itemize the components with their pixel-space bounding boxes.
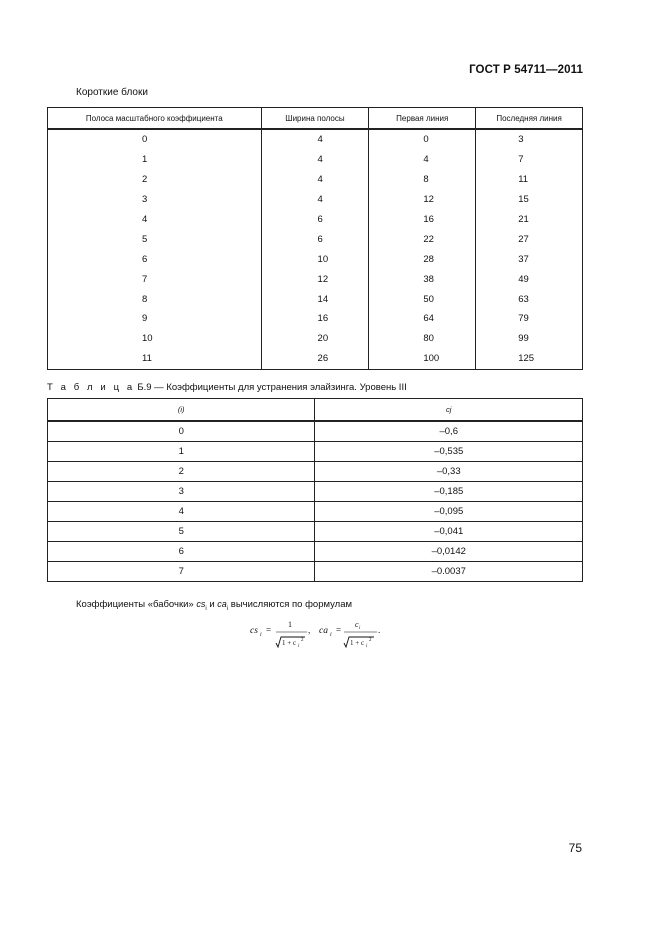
table-cell: 10: [48, 329, 262, 349]
table-cell: 2: [48, 462, 315, 482]
table-row: [48, 289, 583, 309]
svg-text:ca: ca: [319, 626, 328, 636]
standard-code: ГОСТ Р 54711—2011: [469, 64, 583, 76]
table-cell: 3: [48, 190, 262, 210]
table-cell: –0,535: [315, 442, 583, 462]
table-row: [48, 421, 583, 442]
table-row: [48, 190, 583, 210]
table-cell: 7: [48, 562, 315, 582]
table-caption-text: Б.9 — Коэффициенты для устранения элайзинга. Уровень III: [134, 382, 407, 393]
table-cell: 16: [369, 210, 476, 230]
table-cell: –0.0037: [315, 562, 583, 582]
table-row: [48, 442, 583, 462]
table-row: [48, 542, 583, 562]
formula-intro: Коэффициенты «бабочки» $cs_i$ и $ca_i$ вычисляются по формулам: [76, 599, 353, 612]
table-cell: 3: [476, 129, 583, 150]
svg-text:1: 1: [288, 620, 292, 629]
svg-text:=: =: [336, 625, 342, 635]
table-row: [48, 349, 583, 369]
svg-text:i: i: [359, 626, 361, 631]
svg-text:=: =: [266, 625, 272, 635]
table-cell: 100: [369, 349, 476, 369]
table-cell: 7: [476, 150, 583, 170]
table-cell: 28: [369, 249, 476, 269]
table-cell: 38: [369, 269, 476, 289]
table-cell: 14: [261, 289, 369, 309]
table-cell: 1: [48, 442, 315, 462]
svg-text:2: 2: [369, 638, 372, 643]
svg-text:1 + c: 1 + c: [350, 639, 365, 647]
table-cell: 8: [48, 289, 262, 309]
svg-text:.: .: [378, 625, 381, 635]
ca-symbol: ca: [217, 599, 227, 609]
table-row: [48, 462, 583, 482]
table-cell: 4: [48, 210, 262, 230]
table-row: [48, 562, 583, 582]
table-cell: 49: [476, 269, 583, 289]
svg-text:,: ,: [308, 625, 311, 635]
table-cell: 11: [48, 349, 262, 369]
table-cell: 4: [48, 502, 315, 522]
cs-symbol: cs: [196, 599, 206, 609]
column-header: Последняя линия: [476, 108, 583, 130]
table-row: [48, 170, 583, 190]
table-cell: 4: [369, 150, 476, 170]
svg-text:i: i: [260, 632, 262, 638]
svg-text:i: i: [298, 644, 300, 649]
svg-text:cs: cs: [250, 626, 258, 636]
table-cell: 0: [48, 129, 262, 150]
column-header: Полоса масштабного коэффициента: [48, 108, 262, 130]
table-row: [48, 309, 583, 329]
table-row: [48, 522, 583, 542]
table-cell: 50: [369, 289, 476, 309]
butterfly-formula: [250, 616, 400, 656]
short-blocks-table: [47, 107, 583, 370]
table-cell: 11: [476, 170, 583, 190]
table-cell: 6: [48, 249, 262, 269]
table-cell: 80: [369, 329, 476, 349]
svg-text:c: c: [355, 620, 359, 629]
table-cell: 20: [261, 329, 369, 349]
table-cell: 12: [261, 269, 369, 289]
table-cell: 6: [48, 542, 315, 562]
table-cell: 125: [476, 349, 583, 369]
table-cell: 16: [261, 309, 369, 329]
table-row: [48, 210, 583, 230]
section-title: Короткие блоки: [76, 87, 148, 98]
table-cell: 0: [369, 129, 476, 150]
aliasing-coefficients-table: [47, 398, 583, 582]
table-cell: 79: [476, 309, 583, 329]
table-cell: –0,041: [315, 522, 583, 542]
table-row: [48, 129, 583, 150]
column-header: Ширина полосы: [261, 108, 369, 130]
table-caption: [47, 382, 407, 393]
table-cell: 64: [369, 309, 476, 329]
table-cell: 4: [261, 190, 369, 210]
page-number: 75: [568, 841, 582, 855]
table-row: [48, 329, 583, 349]
table-cell: 15: [476, 190, 583, 210]
table-cell: –0,185: [315, 482, 583, 502]
column-header: cj: [315, 399, 583, 422]
svg-text:1 + c: 1 + c: [282, 639, 297, 647]
table-cell: 27: [476, 229, 583, 249]
table-caption-prefix: Т а б л и ц а: [47, 382, 135, 393]
table-cell: –0,0142: [315, 542, 583, 562]
table-cell: 5: [48, 229, 262, 249]
table-row: [48, 229, 583, 249]
table-cell: 4: [261, 150, 369, 170]
table-cell: 63: [476, 289, 583, 309]
table-cell: 0: [48, 421, 315, 442]
table-cell: 4: [261, 129, 369, 150]
table-cell: 10: [261, 249, 369, 269]
table-cell: 8: [369, 170, 476, 190]
table-cell: 6: [261, 229, 369, 249]
table-cell: 26: [261, 349, 369, 369]
table-cell: –0,33: [315, 462, 583, 482]
table-row: [48, 269, 583, 289]
table-cell: 9: [48, 309, 262, 329]
table-header-row: [48, 399, 583, 422]
table-row: [48, 502, 583, 522]
column-header: Первая линия: [369, 108, 476, 130]
table-row: [48, 150, 583, 170]
table-cell: 99: [476, 329, 583, 349]
table-cell: 2: [48, 170, 262, 190]
table-cell: 21: [476, 210, 583, 230]
table-cell: 6: [261, 210, 369, 230]
table-cell: 7: [48, 269, 262, 289]
svg-text:2: 2: [301, 638, 304, 643]
table-cell: 22: [369, 229, 476, 249]
table-cell: 5: [48, 522, 315, 542]
table-row: [48, 482, 583, 502]
table-cell: 37: [476, 249, 583, 269]
table-row: [48, 249, 583, 269]
table-header-row: [48, 108, 583, 130]
column-header: (i): [48, 399, 315, 422]
table-cell: 12: [369, 190, 476, 210]
table-cell: –0,095: [315, 502, 583, 522]
table-cell: 1: [48, 150, 262, 170]
svg-text:i: i: [366, 644, 368, 649]
svg-text:i: i: [330, 632, 332, 638]
table-cell: –0,6: [315, 421, 583, 442]
table-cell: 3: [48, 482, 315, 502]
table-cell: 4: [261, 170, 369, 190]
